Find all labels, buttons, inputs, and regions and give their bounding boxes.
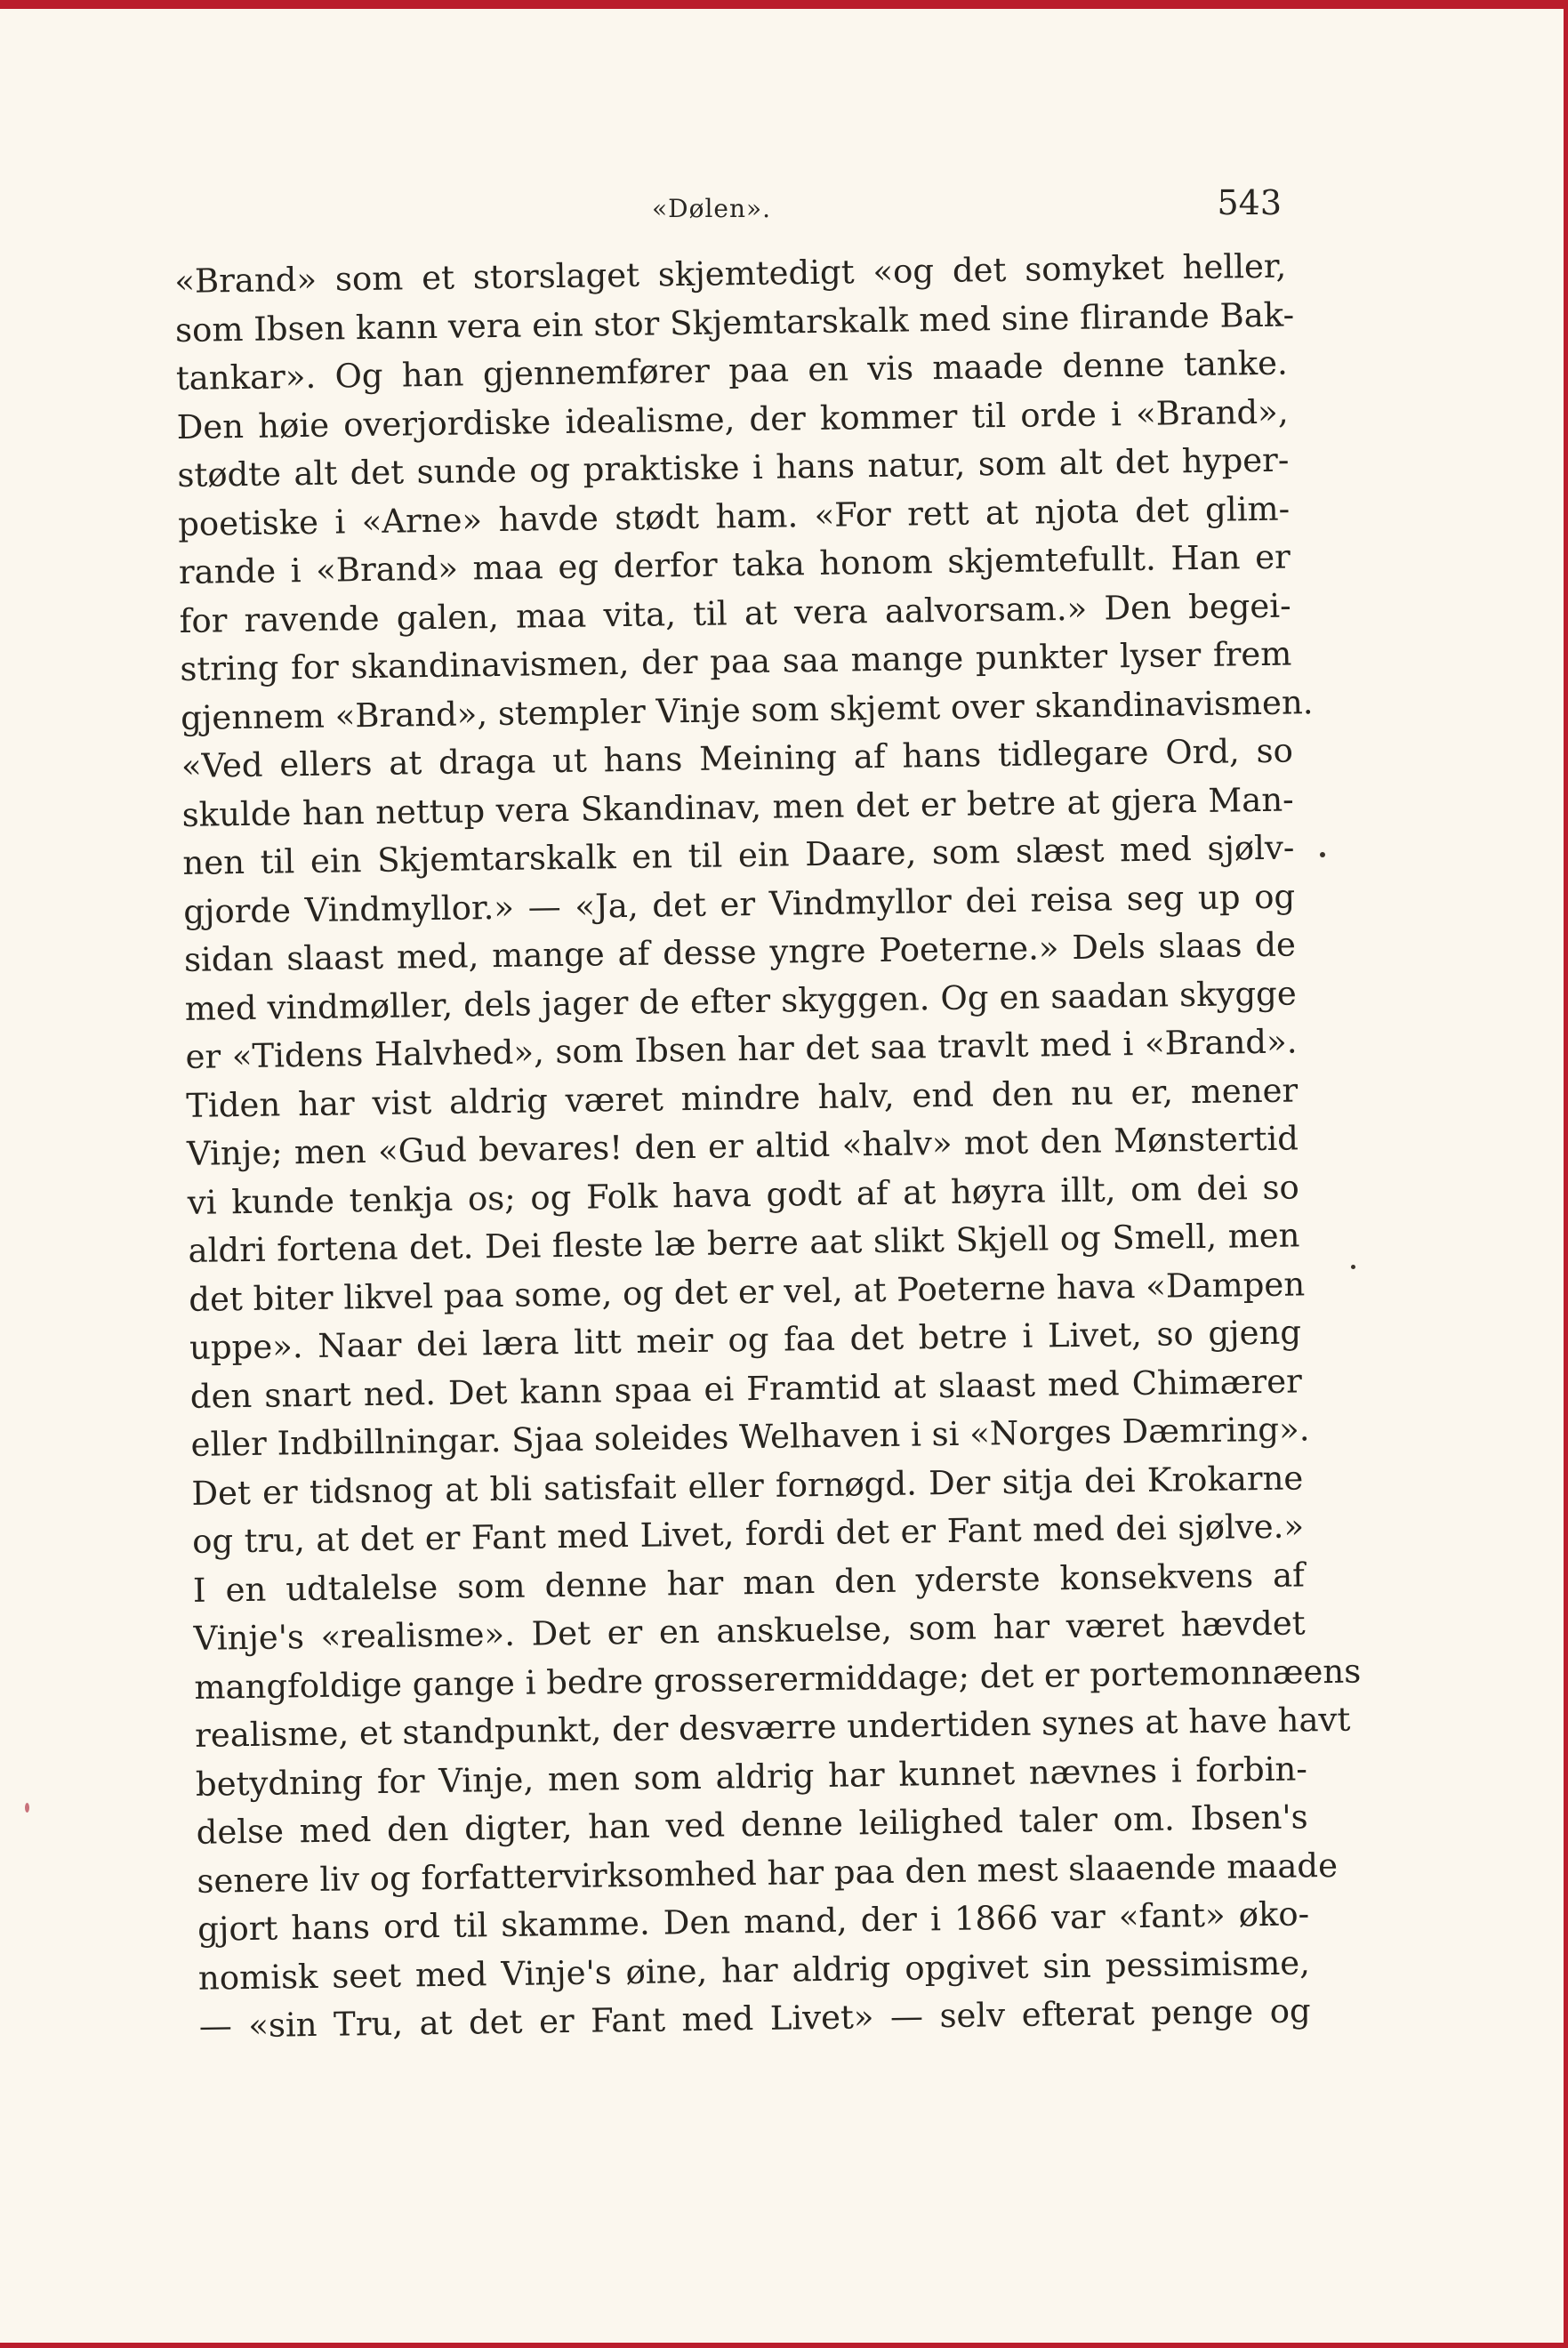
text-line: nen til ein Skjemtarskalk en til ein Daare, som slæst med sjølv-: [182, 828, 1295, 882]
text-line: gjennem «Brand», stempler Vinje som skjemt over skandinavismen.: [180, 682, 1314, 737]
text-line: betydning for Vinje, men som aldrig har kunnet nævnes i forbin-: [195, 1749, 1308, 1804]
text-line: Vinje's «realisme». Det er en anskuelse, som har været hævdet: [193, 1604, 1306, 1658]
text-line: gjort hans ord til skamme. Den mand, der i 1866 var «fant» øko-: [197, 1894, 1310, 1949]
text-line: nomisk seet med Vinje's øine, har aldrig opgivet sin pessimisme,: [197, 1942, 1311, 1998]
text-line: tankar». Og han gjennemfører paa en vis maade denne tanke.: [175, 343, 1289, 398]
text-line: I en udtalelse som denne har man den yderste konsekvens af: [192, 1555, 1306, 1610]
text-line: — «sin Tru, at det er Fant med Livet» — selv efterat penge og: [198, 1991, 1311, 2046]
text-line: er «Tidens Halvhed», som Ibsen har det saa travlt med i «Brand».: [185, 1022, 1298, 1076]
text-line: Tiden har vist aldrig været mindre halv, end den nu er, mener: [186, 1070, 1299, 1125]
body-text: [174, 243, 1362, 2052]
text-line: som Ibsen kann vera ein stor Skjemtarskalk med sine flirande Bak-: [174, 294, 1295, 350]
text-line: den snart ned. Det kann spaa ei Framtid at slaast med Chimærer: [189, 1361, 1303, 1416]
text-line: Det er tidsnog at bli satisfait eller fornøgd. Der sitja dei Krokarne: [191, 1458, 1304, 1513]
text-line: Den høie overjordiske idealisme, der kommer til orde i «Brand»,: [176, 392, 1289, 446]
text-line: eller Indbillningar. Sjaa soleides Welhaven i si «Norges Dæmring».: [190, 1410, 1310, 1464]
text-line: «Ved ellers at draga ut hans Meining af hans tidlegare Ord, so: [181, 731, 1294, 785]
text-line: stødte alt det sunde og praktiske i hans natur, som alt det hyper-: [177, 440, 1290, 495]
page-number: 543: [1217, 183, 1282, 222]
text-line: uppe». Naar dei læra litt meir og faa det betre i Livet, so gjeng: [189, 1313, 1302, 1367]
page-header: [174, 178, 1282, 231]
text-line: mangfoldige gange i bedre grosserermiddage; det er portemonnæens: [194, 1652, 1362, 1707]
text-line: rande i «Brand» maa eg derfor taka honom skjemtefullt. Han er: [178, 537, 1291, 591]
text-line: Vinje; men «Gud bevares! den er altid «halv» mot den Mønstertid: [186, 1119, 1299, 1173]
text-line: og tru, at det er Fant med Livet, fordi det er Fant med dei sjølve.»: [191, 1507, 1305, 1561]
running-title: «Dølen».: [652, 194, 772, 223]
text-line: realisme, et standpunkt, der desværre undertiden synes at have havt: [194, 1700, 1351, 1755]
text-line: «Brand» som et storslaget skjemtedigt «og det somyket heller,: [174, 246, 1287, 301]
text-line: vi kunde tenkja os; og Folk hava godt af at høyra illt, om dei so: [187, 1167, 1300, 1222]
text-line: poetiske i «Arne» havde stødt ham. «For rett at njota det glim-: [177, 489, 1291, 543]
dust-speck: [1320, 852, 1325, 857]
text-line: for ravende galen, maa vita, til at vera aalvorsam.» Den begei-: [179, 586, 1291, 640]
text-line: med vindmøller, dels jager de efter skyggen. Og en saadan skygge: [184, 973, 1297, 1028]
text-line: aldri fortena det. Dei fleste læ berre aat slikt Skjell og Smell, men: [188, 1216, 1300, 1270]
text-line: senere liv og forfattervirksomhed har paa den mest slaaende maade: [197, 1845, 1339, 1901]
text-line: det biter likvel paa some, og det er vel, at Poeterne hava «Dampen: [189, 1264, 1306, 1319]
text-line: sidan slaast med, mange af desse yngre Poeterne.» Dels slaas de: [183, 925, 1297, 979]
text-line: gjorde Vindmyllor.» — «Ja, det er Vindmyllor dei reisa seg up og: [182, 876, 1296, 931]
dust-speck: [25, 1803, 29, 1813]
text-line: string for skandinavismen, der paa saa mange punkter lyser frem: [180, 634, 1292, 688]
text-line: delse med den digter, han ved denne leilighed taler om. Ibsen's: [196, 1797, 1308, 1852]
dust-speck: [1351, 1265, 1355, 1269]
text-line: skulde han nettup vera Skandinav, men det er betre at gjera Man-: [181, 779, 1294, 834]
